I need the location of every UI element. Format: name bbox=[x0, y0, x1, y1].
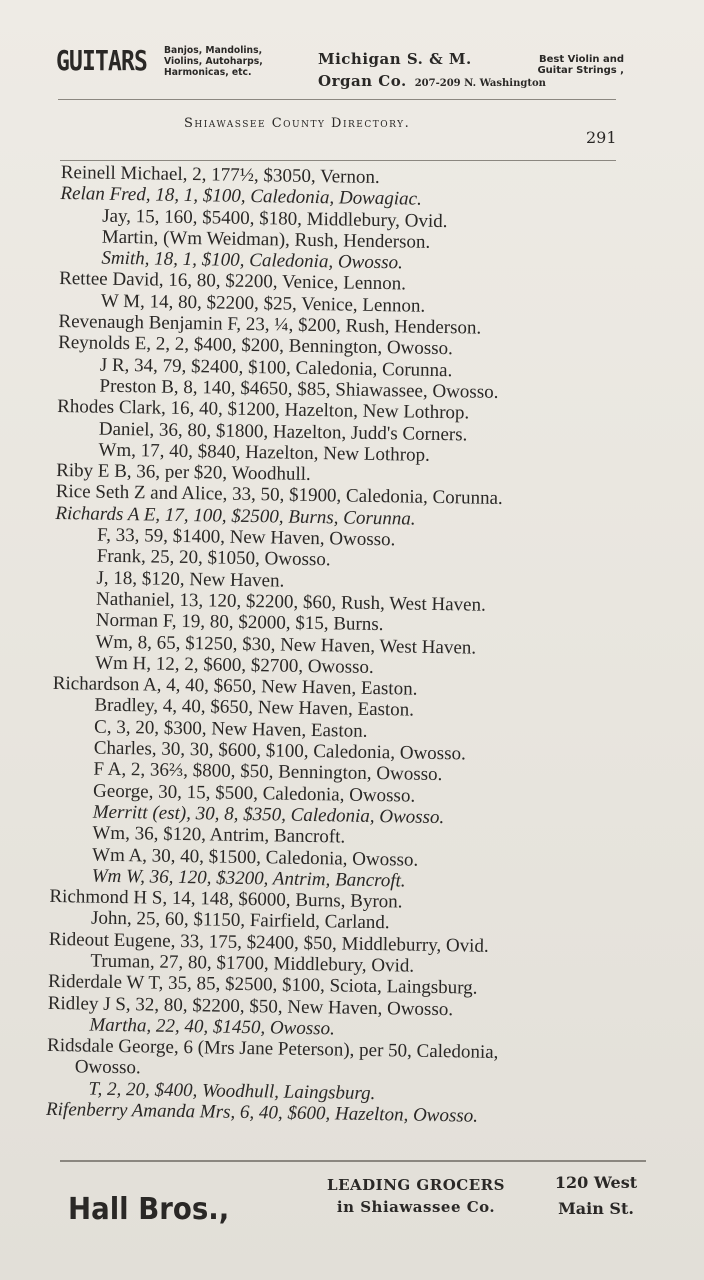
directory-subentry: Daniel, 36, 80, $1800, Hazelton, Judd's Corners. bbox=[98, 418, 468, 445]
directory-subentry: Martin, (Wm Weidman), Rush, Henderson. bbox=[101, 226, 431, 253]
running-head-rule bbox=[60, 160, 616, 161]
strings-line: Best Violin and bbox=[539, 54, 624, 65]
directory-entry: Ridley J S, 32, 80, $2200, $50, New Haven, Owosso. bbox=[47, 992, 454, 1020]
directory-entry: Ridsdale George, 6 (Mrs Jane Peterson), per 50, Caledonia, bbox=[46, 1035, 499, 1064]
header-rule bbox=[58, 99, 616, 100]
strings-note bbox=[504, 54, 624, 76]
page-number: 291 bbox=[586, 128, 617, 147]
directory-subentry: C, 3, 20, $300, New Haven, Easton. bbox=[93, 716, 368, 742]
directory-entry: Rifenberry Amanda Mrs, 6, 40, $600, Hazelton, Owosso. bbox=[45, 1098, 479, 1127]
directory-entry: Reynolds E, 2, 2, $400, $200, Bennington, Owosso. bbox=[57, 332, 454, 360]
directory-subentry: Truman, 27, 80, $1700, Middlebury, Ovid. bbox=[90, 950, 415, 977]
directory-subentry: Martha, 22, 40, $1450, Owosso. bbox=[89, 1014, 336, 1040]
store-address bbox=[546, 1170, 646, 1222]
directory-subentry: Wm H, 12, 2, $600, $2700, Owosso. bbox=[94, 652, 374, 678]
directory-subentry: Frank, 25, 20, $1050, Owosso. bbox=[96, 545, 331, 571]
directory-subentry: Nathaniel, 13, 120, $2200, $60, Rush, West Haven. bbox=[95, 588, 486, 616]
directory-subentry: Wm, 36, $120, Antrim, Bancroft. bbox=[92, 822, 346, 848]
tagline-line-2: in Shiawassee Co. bbox=[336, 1198, 496, 1216]
hall-bros-brand: Hall Bros., bbox=[68, 1192, 230, 1227]
company-line-1: Michigan S. & M. bbox=[318, 50, 472, 68]
instruments-line: Violins, Autoharps, bbox=[164, 56, 263, 67]
strings-line: Guitar Strings , bbox=[537, 65, 624, 76]
tagline-line-1: LEADING GROCERS bbox=[327, 1176, 505, 1194]
instruments-line: Harmonicas, etc. bbox=[164, 67, 252, 78]
header-advertisement bbox=[56, 40, 626, 100]
directory-subentry: Owosso. bbox=[74, 1056, 141, 1079]
directory-subentry: Wm, 8, 65, $1250, $30, New Haven, West Haven. bbox=[95, 631, 477, 659]
directory-entry: Relan Fred, 18, 1, $100, Caledonia, Dowagiac. bbox=[60, 183, 422, 210]
directory-subentry: W M, 14, 80, $2200, $25, Venice, Lennon. bbox=[100, 290, 426, 317]
directory-entry: Rettee David, 16, 80, $2200, Venice, Lennon. bbox=[58, 268, 407, 295]
directory-subentry: F, 33, 59, $1400, New Haven, Owosso. bbox=[96, 524, 396, 551]
directory-subentry: T, 2, 20, $400, Woodhull, Laingsburg. bbox=[88, 1078, 376, 1104]
directory-entry: Revenaugh Benjamin F, 23, ¼, $200, Rush, Henderson. bbox=[58, 311, 482, 339]
directory-entry: Riderdale W T, 35, 85, $2500, $100, Sciota, Laingsburg. bbox=[47, 971, 478, 999]
instruments-list bbox=[164, 45, 302, 78]
directory-entry: Reinell Michael, 2, 177½, $3050, Vernon. bbox=[60, 162, 380, 189]
instruments-line: Banjos, Mandolins, bbox=[164, 45, 263, 56]
directory-entry: Richards A E, 17, 100, $2500, Burns, Corunna. bbox=[55, 502, 416, 530]
directory-subentry: Preston B, 8, 140, $4650, $85, Shiawassee, Owosso. bbox=[99, 375, 499, 403]
footer-rule bbox=[60, 1160, 646, 1162]
directory-subentry: Wm W, 36, 120, $3200, Antrim, Bancroft. bbox=[91, 865, 406, 892]
directory-subentry: Smith, 18, 1, $100, Caledonia, Owosso. bbox=[101, 247, 403, 274]
directory-subentry: Wm A, 30, 40, $1500, Caledonia, Owosso. bbox=[91, 844, 419, 871]
guitars-heading: GUITARS bbox=[56, 44, 148, 77]
grocers-tagline bbox=[296, 1174, 536, 1218]
running-head: Shiawassee County Directory. bbox=[184, 116, 411, 131]
directory-entry: Rideout Eugene, 33, 175, $2400, $50, Middleburry, Ovid. bbox=[48, 928, 489, 957]
directory-subentry: Merritt (est), 30, 8, $350, Caledonia, Owosso. bbox=[92, 801, 445, 829]
directory-subentry: Jay, 15, 160, $5400, $180, Middlebury, Ovid. bbox=[101, 205, 448, 232]
directory-entry: Richardson A, 4, 40, $650, New Haven, Easton. bbox=[52, 673, 418, 700]
directory-subentry: J R, 34, 79, $2400, $100, Caledonia, Corunna. bbox=[99, 354, 453, 381]
directory-subentry: John, 25, 60, $1150, Fairfield, Carland. bbox=[90, 907, 390, 934]
directory-subentry: Bradley, 4, 40, $650, New Haven, Easton. bbox=[94, 695, 415, 722]
directory-subentry: George, 30, 15, $500, Caledonia, Owosso. bbox=[92, 780, 416, 807]
directory-entry: Riby E B, 36, per $20, Woodhull. bbox=[55, 460, 311, 486]
address-line-2: Main St. bbox=[558, 1199, 634, 1218]
directory-subentry: F A, 2, 36⅔, $800, $50, Bennington, Owosso. bbox=[93, 758, 443, 786]
company-name-line-2: Organ Co. bbox=[318, 72, 407, 90]
directory-subentry: Charles, 30, 30, $600, $100, Caledonia, Owosso. bbox=[93, 737, 466, 765]
directory-subentry: Wm, 17, 40, $840, Hazelton, New Lothrop. bbox=[98, 439, 430, 466]
company-address: 207-209 N. Washington bbox=[414, 78, 546, 89]
directory-entry: Rhodes Clark, 16, 40, $1200, Hazelton, New Lothrop. bbox=[56, 396, 470, 424]
footer-advertisement bbox=[68, 1170, 648, 1240]
directory-subentry: J, 18, $120, New Haven. bbox=[96, 567, 285, 592]
directory-subentry: Norman F, 19, 80, $2000, $15, Burns. bbox=[95, 609, 384, 636]
directory-entries bbox=[46, 162, 681, 1130]
address-line-1: 120 West bbox=[554, 1173, 638, 1192]
directory-entry: Richmond H S, 14, 148, $6000, Burns, Byron. bbox=[49, 886, 403, 913]
directory-entry: Rice Seth Z and Alice, 33, 50, $1900, Caledonia, Corunna. bbox=[55, 481, 503, 510]
